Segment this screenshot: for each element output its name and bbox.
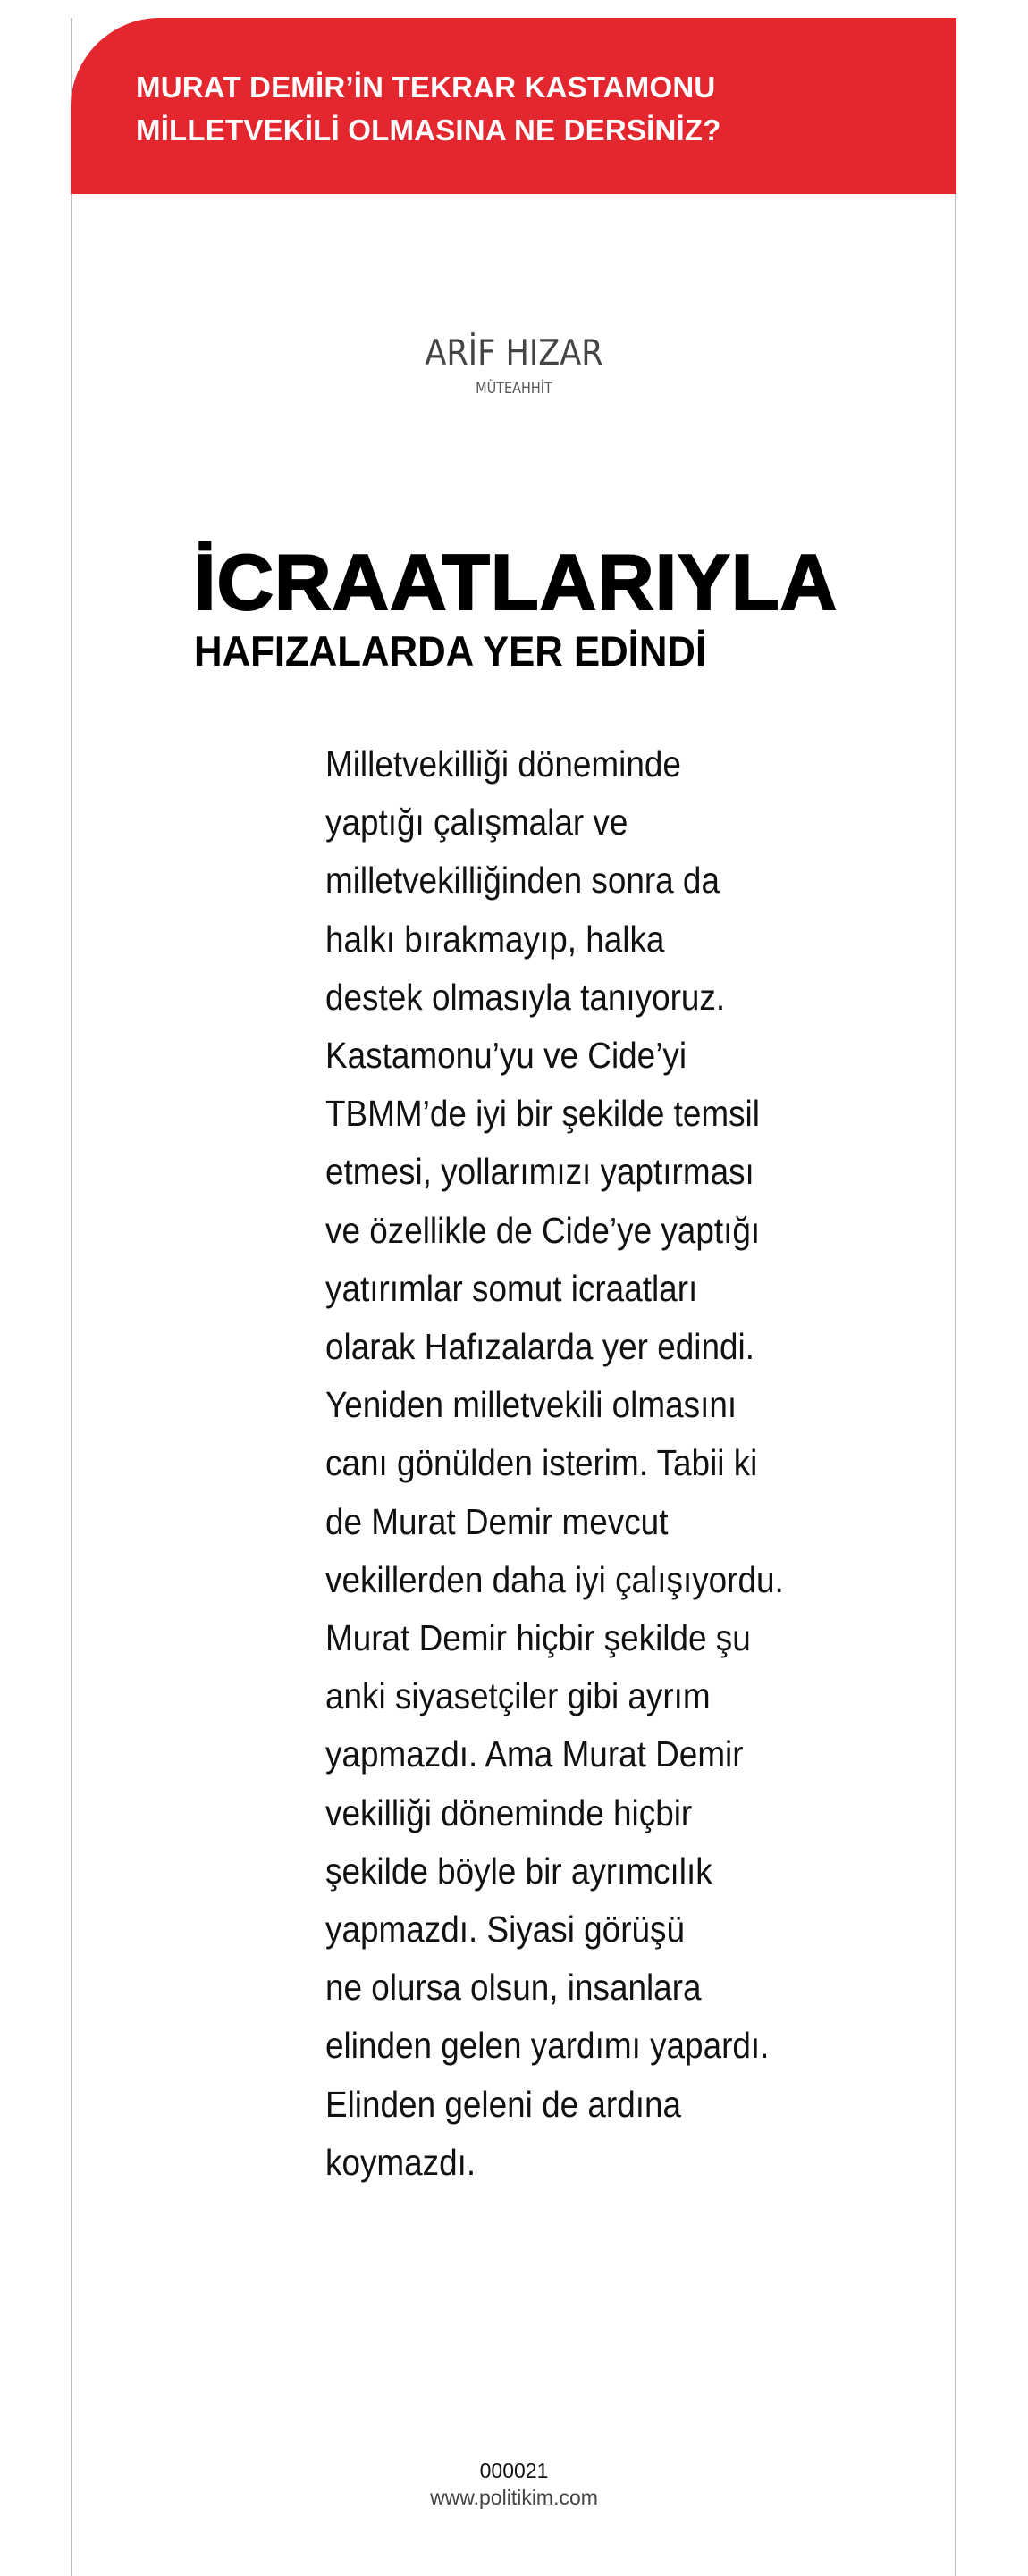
body-line: milletvekilliğinden sonra da: [325, 860, 720, 902]
website-link[interactable]: www.politikim.com: [430, 2486, 598, 2509]
banner-line-1: MURAT DEMİR’İN TEKRAR KASTAMONU: [136, 71, 716, 104]
body-line: canı gönülden isterim. Tabii ki: [325, 1442, 758, 1484]
body-line: halkı bırakmayıp, halka: [325, 918, 665, 960]
question-banner: [71, 18, 956, 194]
body-line: vekilliği döneminde hiçbir: [325, 1791, 693, 1833]
body-line: Murat Demir hiçbir şekilde şu: [325, 1617, 751, 1659]
body-line: Milletvekilliği döneminde: [325, 743, 681, 785]
author-block: [0, 332, 1028, 399]
page-number: 000021: [479, 2459, 549, 2482]
body-line: vekillerden daha iyi çalışıyordu.: [325, 1558, 784, 1600]
body-line: Yeniden milletvekili olmasını: [325, 1384, 737, 1426]
body-line: ve özellikle de Cide’ye yaptığı: [325, 1209, 761, 1251]
body-line: elinden gelen yardımı yapardı.: [325, 2025, 770, 2067]
body-line: destek olmasıyla tanıyoruz.: [325, 976, 726, 1018]
body-line: de Murat Demir mevcut: [325, 1500, 669, 1542]
body-line: etmesi, yollarımızı yaptırması: [325, 1151, 754, 1193]
headline-main: İCRAATLARIYLA: [194, 538, 838, 626]
author-name: ARİF HIZAR: [425, 333, 603, 373]
body-line: olarak Hafızalarda yer edindi.: [325, 1326, 754, 1368]
body-line: koymazdı.: [325, 2141, 476, 2183]
page-footer: [0, 2457, 1028, 2511]
headline: [194, 536, 838, 675]
body-line: yapmazdı. Siyasi görüşü: [325, 1909, 685, 1951]
body-line: yatırımlar somut icraatları: [325, 1267, 698, 1309]
body-line: Elinden geleni de ardına: [325, 2083, 682, 2125]
headline-subtitle: HAFIZALARDA YER EDİNDİ: [194, 627, 707, 675]
body-line: yaptığı çalışmalar ve: [325, 801, 628, 843]
article-body: [325, 735, 862, 2192]
banner-line-2: MİLLETVEKİLİ OLMASINA NE DERSİNİZ?: [136, 113, 721, 147]
body-line: şekilde böyle bir ayrımcılık: [325, 1850, 712, 1892]
body-line: anki siyasetçiler gibi ayrım: [325, 1675, 711, 1717]
body-line: Kastamonu’yu ve Cide’yi: [325, 1035, 687, 1077]
body-line: ne olursa olsun, insanlara: [325, 1967, 702, 2009]
author-title: MÜTEAHHİT: [476, 380, 552, 398]
body-line: yapmazdı. Ama Murat Demir: [325, 1733, 744, 1775]
body-line: TBMM’de iyi bir şekilde temsil: [325, 1093, 760, 1135]
